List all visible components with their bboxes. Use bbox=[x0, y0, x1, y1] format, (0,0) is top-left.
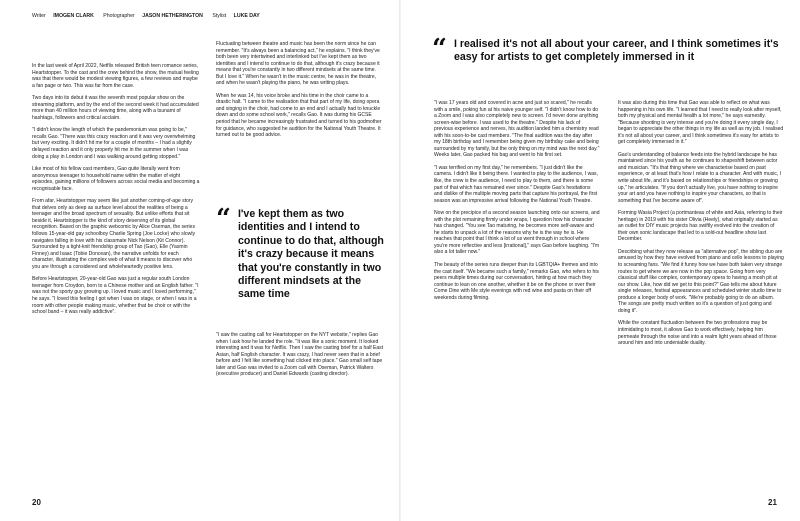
paragraph: Forming Wasia Project (a portmanteau of white and Asia, referring to their heritage) in 2019 with his sister Olivia (Heely), what originally started as an outlet for DIY music projects has swiftly evolved into the creation of their own sonic landscape that led to a sold-out headline show last December. bbox=[618, 210, 783, 243]
paragraph: It was also during this time that Gao was able to reflect on what was happening in his own life. "I learned that I need to really look after myself, both my physical and mental health a lot more," he says earnestly. "Because shooting is very intense and you're doing it every single day, I began to appreciate the other things in my life as well as my job. I realised it's not all about your career, and I think sometimes it's easy for artists to get completely immersed in it." bbox=[618, 100, 784, 146]
paragraph: "I was 17 years old and covered in acne and just so scared," he recalls with a smile, poking fun at his naive younger self. "I didn't know how to do a Zoom and I was also completely new to screen. I'd never done anything screen-wise before. I was used to the theatre." Despite his lack of previous experience and nerves, his audition landed him a chemistry read with his soon-to-be cast members. "The final audition was the day after my 18th birthday and I remember being given my birthday cake and being surrounded by my family, but the only thing on my mind was the next day." Weeks later, Gao packed his bag and went to his first set. bbox=[434, 100, 600, 159]
photographer-name: JASON HETHERINGTON bbox=[142, 13, 203, 19]
page-number-left: 20 bbox=[32, 498, 41, 507]
paragraph: Before Heartstopper, 20-year-old Gao was just a regular south London teenager from Croydon, born to a Chinese mother and an English father. "I was not the sporty guy growing up. I loved music and I loved performing," he says. "I loved this feeling I got when I was on stage, or when I was in a room with other people making music, whether that be choir or with the school band – it was really addictive". bbox=[32, 276, 199, 316]
page-number-right: 21 bbox=[768, 498, 777, 507]
pull-quote-text: I realised it's not all about your career, and I think sometimes it's easy for artists to get completely immersed in it bbox=[453, 38, 779, 64]
left-column-2-lower bbox=[216, 332, 384, 384]
left-column-2 bbox=[216, 41, 384, 145]
paragraph: Two days into its debut it was the seventh most popular show on the streaming platform, and by the end of the second week it had accumulated more than 40 million hours of viewing time, along with a tsunami of hashtags, followers and critical acclaim. bbox=[32, 95, 199, 121]
stylist-name: LUKE DAY bbox=[233, 13, 260, 19]
quote-mark-icon: “ bbox=[432, 34, 447, 64]
paragraph: Fluctuating between theatre and music has been the norm since he can remember. "It's always been a balancing act," he explains. "I think they've both been very intertwined and interlinked but I've kept them as two identities and I intend to continue to do that, although it's crazy because it means that you're constantly in two different mindsets at the same time. But I love it." When he wasn't in the music centre, he was in the theatre, and when he wasn't playing the piano, he was writing plays. bbox=[216, 41, 380, 87]
paragraph: "I saw the casting call for Heartstopper on the NYT website," replies Gao when I ask how he landed the role. "It was like a sonic moment. It looked interesting and it was for Netflix. Then I saw the casting brief for a half East Asian, half English character. It was crazy, I had never seen that in a brief before and I felt like something had clicked into place." Gao small self tape later and Gao was invited to a Zoom call with Oseman, Patrick Walters (executive producer) and Daniel Edwards (casting director). bbox=[216, 332, 384, 378]
writer-name: IMOGEN CLARK bbox=[53, 13, 94, 19]
paragraph: Describing what they now release as "alternative pop", the sibling duo are amused by how they have evolved from piano and cello lessons to playing to screaming fans. "We find it funny how we have both taken very strange routes to get where we are now in the pop space. Going from very classical stuff like complex, contemporary opera to having a mosh pit at our show. Like, how did we get to this point?" Gao tells me about future single releases, festival appearances and scheduled winter studio time to produce a longer body of work. "We're probably going to do an album. The songs are pretty much written so it's a question of just going and doing it". bbox=[618, 248, 784, 314]
paragraph: When he was 14, his voice broke and his time in the choir came to a drastic halt. "I came to the realisation that that part of my life, doing opera and singing in the choir, had come to an end and I actually had to knuckle down and do some school work," recalls Gao. It was during his GCSE period that he became increasingly frustrated and turned to his godmother for guidance, who suggested he audition for the National Youth Theatre. It turned out to be good advice. bbox=[216, 92, 382, 139]
paragraph: "I was terrified on my first day," he remembers. "I just didn't like the camera. I didn't like it being there. I wanted to play to the audience, I was, like, the crew is the audience, I need to play to them, and there is some part of that which has remained ever since." Despite Gao's hesitations and dislike of the multiple moving parts that capture his portrayal, the first season was an impressive arrival following the National Youth Theatre. bbox=[434, 164, 598, 204]
paragraph: In the last week of April 2022, Netflix released British teen romance series, Heartstopper. To the cast and the crew behind the show, the mutual feeling was that there would be modest viewing figures, a few reviews and maybe a fan page or two. This was far from the case. bbox=[32, 63, 199, 89]
pull-quote-text: I've kept them as two identities and I intend to continue to do that, although it's crazy because it means that you're constantly in two different mindsets at the same time bbox=[237, 208, 384, 301]
right-page bbox=[400, 0, 800, 521]
right-column-1 bbox=[434, 100, 600, 307]
writer-label: Writer bbox=[32, 13, 46, 19]
stylist-label: Stylist bbox=[212, 13, 227, 19]
paragraph: "I didn't know the length of which the pandemonium was going to be," recalls Gao. "There was this crazy reaction and it was very overwhelming but very exciting. It didn't hit me for a couple of months – I had a slightly delayed reaction and it only properly hit me in the summer when I was doing a play in London and I was walking around getting stopped." bbox=[32, 127, 196, 160]
article-credits bbox=[32, 13, 260, 19]
quote-mark-icon: “ bbox=[216, 204, 231, 234]
right-column-2 bbox=[618, 100, 784, 353]
paragraph: Gao's understanding of balance feeds into the hybrid landscape he has maintained since his youth as he continues to shapeshift between actor and musician. "It's that thing where we characterise based on past experience, or at least that's how I relate to a character. And with music, I write about life, and it's based on relationships or friendships or growing up," he articulates. "If you don't actually live, you have nothing to inspire your art and you have nothing to inspire your characters, so that is something that I've become aware of". bbox=[618, 151, 782, 204]
photographer-label: Photographer bbox=[103, 13, 135, 19]
paragraph: The beauty of the series runs deeper than its LGBTQIA+ themes and into the cast itself. "We became such a family," remarks Gao, who refers to his peers multiple times during our conversation, hinting at how much they continue to lean on one another, whether it be on the phone or over their Come Dine with Me style evenings with red wine and pasta on their off weekends during filming. bbox=[434, 262, 599, 301]
paragraph: Now on the precipice of a second season launching onto our screens, and with the plot remaining firmly under wraps, I question how his character has changed. "You see Tao maturing, he becomes more self-aware and he starts to unpack a lot of the reasons why he is the way he is. He reaches that point that I think a lot of us went through in school where you're more reflective and less [irrational]," says Gao before laughing. "I'm also a lot taller now." bbox=[434, 210, 600, 256]
pull-quote-left bbox=[216, 204, 386, 302]
left-column-1 bbox=[32, 63, 200, 322]
pull-quote-right bbox=[432, 34, 784, 65]
paragraph: Like most of his fellow cast members, Gao quite literally went from anonymous teenager to household name within the matter of eight episodes, gaining millions of followers across social media and becoming a recognisable face. bbox=[32, 166, 200, 192]
paragraph: From afar, Heartstopper may seem like just another coming-of-age story that delves only as deep as surface level about the realities of being a teenager and the broad spectrum of sexuality. But unlike efforts that sit beside it, Heartstopper is the kind of story deserving of its global recognition. Based on the graphic webcomic by Alice Oseman, the series follows 15-year-old gay schoolboy Charlie Spring (Joe Locke) who slowly navigates falling in love with his classmate Nick Nelson (Kit Connor). Surrounded by a tight-knit friendship group of Tao (Gao), Elle (Yasmin Finney) and Isaac (Tobie Donovan), the narrative unfolds for each character, illustrating the complex web of what it means to discover who you are through a considered and wholeheartedly positive lens. bbox=[32, 198, 195, 270]
paragraph: While the constant fluctuation between the two professions may be intimidating to most, it allows Gao to work effectively, helping him permeate through the noise and into a realm light years ahead of those around him and into undeniable duality. bbox=[618, 320, 777, 347]
